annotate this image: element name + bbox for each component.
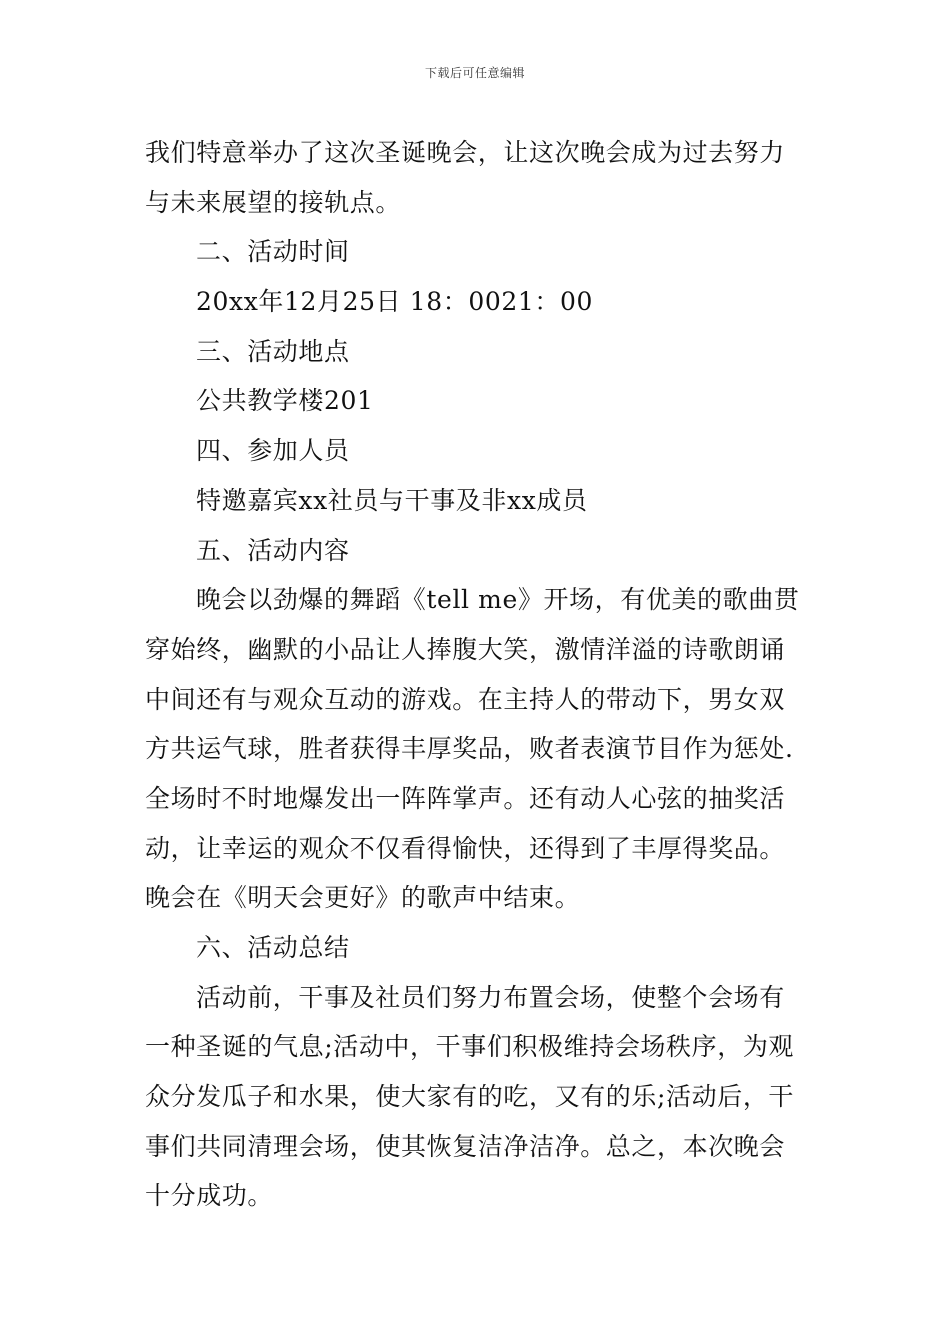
text-line: 20xx年12月25日 18：0021：00 — [196, 287, 594, 317]
section-heading-location: 三、活动地点 — [196, 336, 350, 366]
text-line: 全场时不时地爆发出一阵阵掌声。还有动人心弦的抽奖活 — [145, 783, 786, 813]
document-body — [145, 128, 810, 1221]
text-line: 众分发瓜子和水果，使大家有的吃，又有的乐;活动后，干 — [145, 1082, 795, 1112]
text-line: 方共运气球，胜者获得丰厚奖品，败者表演节目作为惩处. — [145, 734, 794, 764]
text-line: 晚会以劲爆的舞蹈《tell me》开场，有优美的歌曲贯 — [196, 585, 800, 615]
text-line: 晚会在《明天会更好》的歌声中结束。 — [145, 883, 581, 913]
section-heading-content: 五、活动内容 — [196, 535, 350, 565]
page-header-note: 下载后可任意编辑 — [424, 66, 525, 80]
text-line: 特邀嘉宾xx社员与干事及非xx成员 — [196, 485, 588, 515]
text-line: 动，让幸运的观众不仅看得愉快，还得到了丰厚得奖品。 — [145, 833, 786, 863]
text-line: 穿始终，幽默的小品让人捧腹大笑，激情洋溢的诗歌朗诵 — [145, 634, 786, 664]
text-line: 公共教学楼201 — [196, 386, 374, 416]
section-heading-time: 二、活动时间 — [196, 237, 350, 267]
text-line: 一种圣诞的气息;活动中，干事们积极维持会场秩序，为观 — [145, 1032, 795, 1062]
text-line: 我们特意举办了这次圣诞晚会，让这次晚会成为过去努力 — [145, 138, 786, 167]
text-line: 事们共同清理会场，使其恢复洁净洁净。总之，本次晚会 — [145, 1131, 786, 1161]
text-line: 与未来展望的接轨点。 — [145, 187, 402, 217]
text-line: 活动前，干事及社员们努力布置会场，使整个会场有 — [196, 982, 785, 1012]
section-heading-participants: 四、参加人员 — [196, 436, 350, 466]
text-line: 十分成功。 — [145, 1181, 274, 1211]
text-line: 中间还有与观众互动的游戏。在主持人的带动下，男女双 — [145, 684, 786, 714]
section-heading-summary: 六、活动总结 — [196, 933, 350, 962]
